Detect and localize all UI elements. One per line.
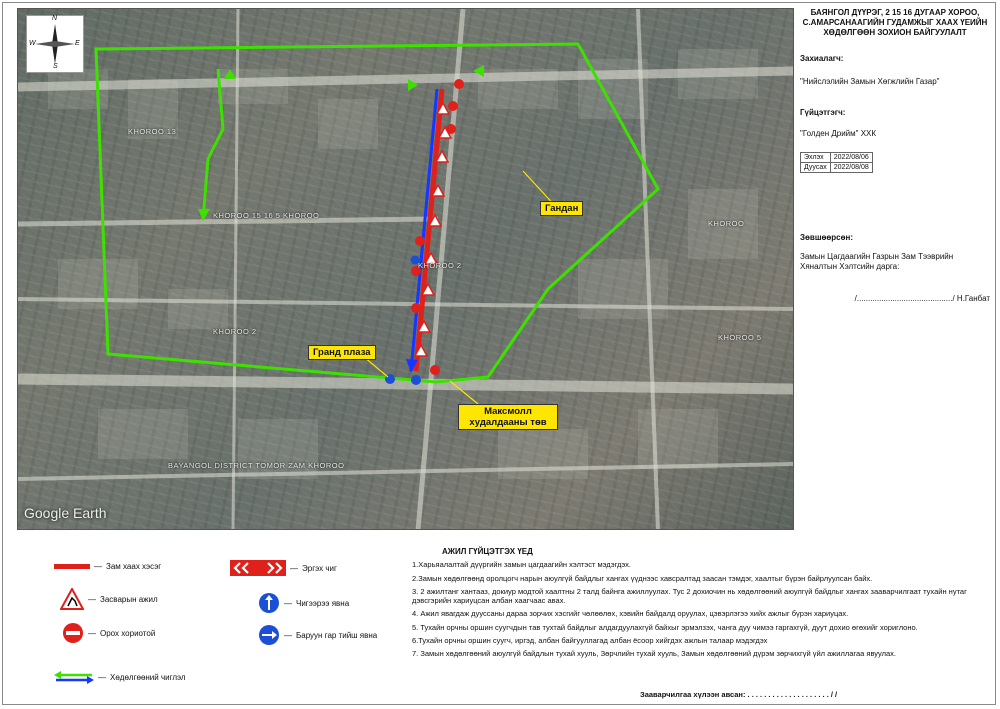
contractor-value: "Голден Дрийм" ХХК xyxy=(800,129,877,138)
title-line: С.АМАРСАНААГИЙН ГУДАМЖЫГ ХААХ ҮЕИЙН xyxy=(802,18,988,27)
instruction-item: 4. Ажил явагдаж дууссаны дараа зорчих хэсгийг чөлөөлөх, хэвийн байдалд оруулах, цэвэрлэгээ хийх ажлыг бүрэн хариуцах. xyxy=(412,609,849,619)
compass-rose xyxy=(26,15,84,73)
legend-label: Орох хориотой xyxy=(100,628,156,638)
compass-n: N xyxy=(52,15,58,22)
grand-plaza-label: Гранд плаза xyxy=(308,345,376,360)
instruction-item: 3. 2 ажилтанг хантааз, докиур модтой хаалтны 2 талд байнга ажиллуулах. Тус 2 дохиочин нь хөдөлгөөний аюулгүй байдлыг хангах зааварчилгаат тухайн нутаг дэвсгэрийн хариуцсан албан хаагчаас авах. xyxy=(412,586,967,606)
map-overlay xyxy=(18,9,794,530)
road-works-icon xyxy=(60,588,84,610)
approved-text: Замын Цагдаагийн Газрын Зам Тээврийн Хяналтын Хэлтсийн дарга: xyxy=(800,252,954,271)
legend-item-direction: — Хөдөлгөөний чиглэл xyxy=(54,670,186,684)
plan-title xyxy=(800,8,990,38)
label-pointers xyxy=(358,171,558,404)
legend-label: Чигээрээ явна xyxy=(296,598,350,608)
maxmall-label: Максмолл худалдааны төв xyxy=(458,404,558,430)
direction-arrow-icon xyxy=(54,670,94,684)
instructions-heading: АЖИЛ ГҮЙЦЭТГЭХ ҮЕД xyxy=(442,547,533,556)
district-label: KHOROO 15 16 5 KHOROO xyxy=(213,211,320,220)
instruction-item: 1.Харьяалалтай дүүргийн замын цагдаагийн хэлтэст мэдэгдэх. xyxy=(412,560,632,570)
compass-s: S xyxy=(53,63,58,70)
approved-label: Зөвшөөрсөн: xyxy=(800,233,853,242)
straight-only-icon xyxy=(258,592,280,614)
end-label: Дуусах xyxy=(801,163,831,173)
district-label: BAYANGOL DISTRICT TOMOR ZAM KHOROO xyxy=(168,461,345,470)
compass-w: W xyxy=(29,40,36,47)
start-date: 2022/08/06 xyxy=(830,153,872,163)
district-label: KHOROO 2 xyxy=(213,327,257,336)
info-panel xyxy=(800,8,990,303)
turn-line-icon xyxy=(230,560,286,576)
district-label: KHOROO 13 xyxy=(128,127,177,136)
table-row xyxy=(801,153,873,163)
district-label: KHOROO 5 xyxy=(718,333,762,342)
instruction-item: 2.Замын хөдөлгөөнд оролцогч нарын аюулгүй байдлыг хангах үүднээс хавсралтад заасан тэмдэг, хаалтыг бүрэн байрлуулсан байх. xyxy=(412,573,873,583)
legend-item-straight: — Чигээрээ явна xyxy=(258,592,349,614)
compass-e: E xyxy=(75,40,80,47)
legend-item-keepright: — Баруун гар тийш явна xyxy=(258,624,377,646)
legend-item-roadworks: — Засварын ажил xyxy=(60,588,158,610)
satellite-map[interactable] xyxy=(17,8,794,530)
instructions-signoff: Зааварчилгаа хүлээн авсан: . . . . . . . . . . . . . . . . . . . . / / xyxy=(640,690,838,699)
schedule-table xyxy=(800,152,873,173)
district-label: KHOROO 2 xyxy=(418,261,462,270)
client-label: Захиалагч: xyxy=(800,54,844,63)
legend-label: Засварын ажил xyxy=(100,594,158,604)
instruction-item: 6.Тухайн орчны оршин суугч, иргэд, албан байгууллагад албан ёсоор хийгдэх ажлын талаар мэдэгдэх xyxy=(412,636,768,646)
title-line: ХӨДӨЛГӨӨН ЗОХИОН БАЙГУУЛАЛТ xyxy=(823,28,967,37)
end-date: 2022/08/08 xyxy=(830,163,872,173)
keep-right-icon xyxy=(258,624,280,646)
closed-section-swatch xyxy=(54,564,90,569)
district-label: KHOROO xyxy=(708,219,745,228)
legend-label: Эргэх чиг xyxy=(302,563,337,573)
legend-label: Зам хаах хэсэг xyxy=(106,562,162,571)
legend-label: Хөдөлгөөний чиглэл xyxy=(110,672,186,682)
work-instructions xyxy=(412,547,977,663)
instruction-item: 5. Тухайн орчны оршин суугчдын тав тухтай байдлыг алдагдуулахгүй байхыг эрмэлзэх, чанга дуу чимээ гаргахгүй, дуут дохио өгөхийг хориглоно. xyxy=(412,622,918,632)
legend-item-noentry: — Орох хориотой xyxy=(62,622,155,644)
instruction-item: 7. Замын хөдөлгөөний аюулгүй байдлын тухай хууль, Зөрчлийн тухай хууль, Замын хөдөлгөөний дүрэм зөрчихгүй үйл ажиллагаа явуулах. xyxy=(412,649,897,659)
gandan-label: Гандан xyxy=(540,201,583,216)
google-earth-watermark: Google Earth xyxy=(24,505,107,521)
contractor-label: Гүйцэтгэгч: xyxy=(800,108,846,117)
title-line: БАЯНГОЛ ДҮҮРЭГ, 2 15 16 ДУГААР ХОРОО, xyxy=(810,8,980,17)
start-label: Эхлэх xyxy=(801,153,831,163)
table-row xyxy=(801,163,873,173)
client-value: "Нийслэлийн Замын Хөгжлийн Газар" xyxy=(800,77,940,86)
legend-label: Баруун гар тийш явна xyxy=(296,630,378,640)
no-entry-icon xyxy=(62,622,84,644)
legend-item-turnline: — Эргэх чиг xyxy=(230,560,337,576)
legend-item-closed: — Зам хаах хэсэг xyxy=(54,562,161,571)
signature-line: /.........................................../ Н.Ганбат xyxy=(854,294,990,303)
legend xyxy=(40,548,400,698)
city-blocks xyxy=(48,49,758,479)
